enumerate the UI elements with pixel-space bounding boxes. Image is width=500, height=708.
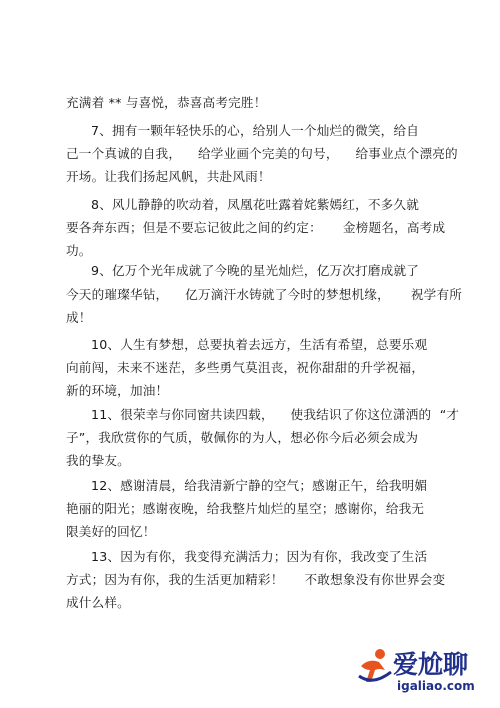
text-line: 新的环境，加油！	[66, 383, 169, 398]
text-line: 12、感谢清晨，给我清新宁静的空气；感谢正午，给我明媚	[91, 478, 428, 493]
text-line: 充满着 ** 与喜悦，恭喜高考完胜！	[66, 95, 267, 110]
text-line: 成！	[66, 310, 92, 325]
text-line: 9、亿万个光年成就了今晚的星光灿烂，亿万次打磨成就了	[91, 263, 420, 278]
text-line: 向前闯，未来不迷茫，多些勇气莫沮丧，祝你甜甜的升学祝福，	[66, 360, 425, 375]
text-line: 13、因为有你，我变得充满活力；因为有你，我改变了生活	[91, 549, 428, 564]
running-figure-logo-icon	[355, 646, 395, 686]
text-line: 10、人生有梦想，总要执着去远方，生活有希望，总要乐观	[91, 337, 428, 352]
text-line: 方式；因为有你，我的生活更加精彩！ 不敢想象没有你世界会变	[66, 572, 446, 587]
text-line: 开场。让我们扬起风帆，共赴风雨！	[66, 169, 271, 184]
text-line: 今天的璀璨华钻， 亿万滴汗水铸就了今时的梦想机缘， 祝学有所	[66, 287, 463, 302]
text-line: 要各奔东西；但是不要忘记彼此之间的约定： 金榜题名，高考成	[66, 220, 446, 235]
text-line: 限美好的回忆！	[66, 524, 156, 539]
text-line: 7、拥有一颗年轻快乐的心，给别人一个灿烂的微笑，给自	[91, 123, 420, 138]
watermark-text: 爱尬聊	[393, 650, 469, 679]
text-line: 功。	[66, 243, 92, 258]
text-line: 子”，我欣赏你的气质，敬佩你的为人，想必你今后必须会成为	[66, 430, 419, 445]
text-line: 艳丽的阳光；感谢夜晚，给我整片灿烂的星空；感谢你，给我无	[66, 501, 425, 516]
text-line: 11、很荣幸与你同窗共读四载， 使我结识了你这位潇洒的 “才	[91, 407, 460, 422]
text-line: 我的挚友。	[66, 453, 130, 468]
site-watermark	[355, 644, 490, 700]
text-line: 己一个真诚的自我， 给学业画个完美的句号， 给事业点个漂亮的	[66, 146, 458, 161]
watermark-url: igaliao.com	[397, 679, 475, 693]
text-line: 成什么样。	[66, 595, 130, 610]
text-line: 8、风儿静静的吹动着，凤凰花吐露着姹紫嫣红，不多久就	[91, 197, 420, 212]
